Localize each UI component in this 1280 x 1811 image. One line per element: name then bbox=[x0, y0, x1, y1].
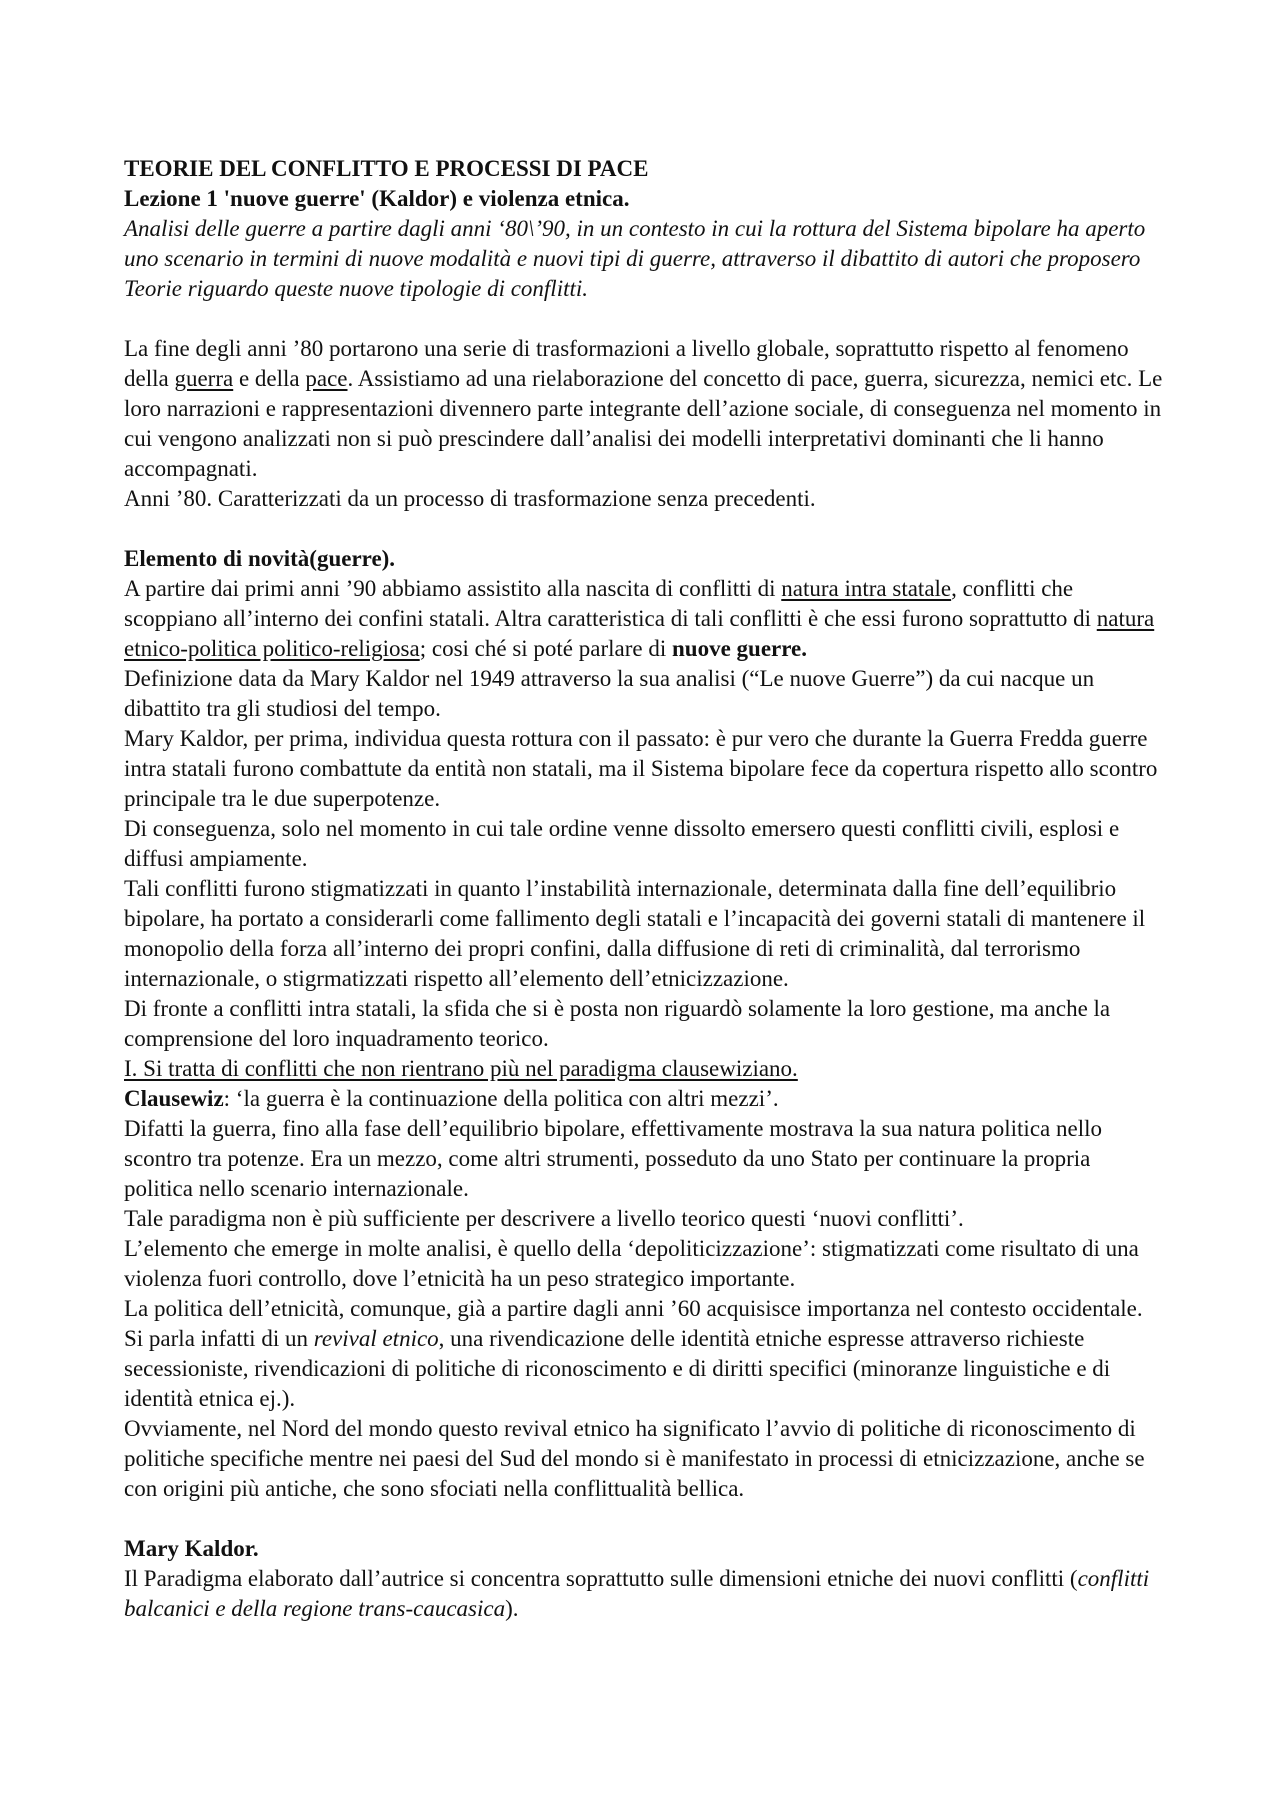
paragraph-16 bbox=[124, 1564, 1164, 1624]
text-run: . Assistiamo ad una rielaborazione del concetto di pace, guerra, sicurezza, nemici etc. Le loro narrazioni e rappresentazioni divennero parte integrante dell’azione sociale, di conseguenza nel momento in cui vengono analizzati non si può prescindere dall’analisi dei modelli interpretativi dominanti che li hanno accompagnati. bbox=[124, 366, 1163, 481]
paragraph-gap bbox=[124, 304, 1164, 334]
paragraph-9-underlined: I. Si tratta di conflitti che non rientrano più nel paradigma clausewiziano. bbox=[124, 1056, 798, 1081]
text-run: ; cosi ché si poté parlare di bbox=[419, 636, 672, 661]
document-title: TEORIE DEL CONFLITTO E PROCESSI DI PACE bbox=[124, 156, 649, 181]
paragraph-gap bbox=[124, 1504, 1164, 1534]
bold-term-nuove-guerre: nuove guerre. bbox=[672, 636, 808, 661]
text-run: : ‘la guerra è la continuazione della politica con altri mezzi’. bbox=[223, 1086, 779, 1111]
paragraph-4: Definizione data da Mary Kaldor nel 1949 attraverso la sua analisi (“Le nuove Guerre”) da cui nacque un dibattito tra gli studiosi del tempo. bbox=[124, 666, 1095, 721]
text-run: La fine degli anni ’80 portarono una serie di trasformazioni a livello globale, soprattutto rispetto al fenomeno della bbox=[124, 336, 1129, 391]
underlined-term-guerra: guerra bbox=[174, 366, 234, 391]
paragraph-1 bbox=[124, 334, 1164, 484]
italic-term-conflitti-balcanici: conflitti balcanici e della regione trans-caucasica bbox=[124, 1566, 1150, 1621]
underlined-term-etnico-politica: natura etnico-politica politico-religiosa bbox=[124, 606, 1155, 661]
lesson-subtitle: Lezione 1 'nuove guerre' (Kaldor) e violenza etnica. bbox=[124, 186, 630, 211]
paragraph-8: Di fronte a conflitti intra statali, la sfida che si è posta non riguardò solamente la loro gestione, ma anche la comprensione del loro inquadramento teorico. bbox=[124, 996, 1111, 1051]
underlined-term-intra-statale: natura intra statale bbox=[781, 576, 952, 601]
text-run: ). bbox=[505, 1596, 519, 1621]
paragraph-14 bbox=[124, 1294, 1164, 1414]
text-run: La politica dell’etnicità, comunque, già a partire dagli anni ’60 acquisisce importanza nel contesto occidentale. Si parla infatti di un bbox=[124, 1296, 1143, 1351]
text-run: A partire dai primi anni ’90 abbiamo assistito alla nascita di conflitti di bbox=[124, 576, 782, 601]
text-run: Il Paradigma elaborato dall’autrice si concentra soprattutto sulle dimensioni etniche dei nuovi conflitti ( bbox=[124, 1566, 1078, 1591]
paragraph-6: Di conseguenza, solo nel momento in cui tale ordine venne dissolto emersero questi conflitti civili, esplosi e diffusi ampiamente. bbox=[124, 816, 1120, 871]
paragraph-13: L’elemento che emerge in molte analisi, è quello della ‘depoliticizzazione’: stigmatizzati come risultato di una violenza fuori controllo, dove l’etnicità ha un peso strategico importante. bbox=[124, 1236, 1139, 1291]
paragraph-15: Ovviamente, nel Nord del mondo questo revival etnico ha significato l’avvio di politiche di riconoscimento di politiche specifiche mentre nei paesi del Sud del mondo si è manifestato in processi di etnicizzazione, anche se con origini più antiche, che sono sfociati nella conflittualità bellica. bbox=[124, 1416, 1145, 1501]
paragraph-12: Tale paradigma non è più sufficiente per descrivere a livello teorico questi ‘nuovi conflitti’. bbox=[124, 1206, 964, 1231]
paragraph-11: Difatti la guerra, fino alla fase dell’equilibrio bipolare, effettivamente mostrava la sua natura politica nello scontro tra potenze. Era un mezzo, come altri strumenti, posseduto da uno Stato per continuare la propria politica nello scenario internazionale. bbox=[124, 1116, 1102, 1201]
paragraph-3 bbox=[124, 574, 1164, 664]
section-heading-novita: Elemento di novità(guerre). bbox=[124, 546, 396, 571]
text-run: e della bbox=[233, 366, 306, 391]
paragraph-2: Anni ’80. Caratterizzati da un processo di trasformazione senza precedenti. bbox=[124, 486, 816, 511]
italic-term-revival-etnico: revival etnico bbox=[313, 1326, 439, 1351]
underlined-term-pace: pace bbox=[305, 366, 348, 391]
paragraph-gap bbox=[124, 514, 1164, 544]
bold-term-clausewiz: Clausewiz bbox=[124, 1086, 224, 1111]
paragraph-10 bbox=[124, 1084, 1164, 1114]
text-run: , conflitti che scoppiano all’interno dei confini statali. Altra caratteristica di tali conflitti è che essi furono soprattutto di bbox=[124, 576, 1097, 631]
lesson-intro: Analisi delle guerre a partire dagli anni ‘80\’90, in un contesto in cui la rottura del Sistema bipolare ha aperto uno scenario in termini di nuove modalità e nuovi tipi di guerre, attraverso il dibattito di autori che proposero Teorie riguardo queste nuove tipologie di conflitti. bbox=[124, 216, 1146, 301]
section-heading-mary-kaldor: Mary Kaldor. bbox=[124, 1536, 259, 1561]
paragraph-5: Mary Kaldor, per prima, individua questa rottura con il passato: è pur vero che durante la Guerra Fredda guerre intra statali furono combattute da entità non statali, ma il Sistema bipolare fece da copertura rispetto allo scontro principale tra le due superpotenze. bbox=[124, 726, 1158, 811]
text-run: , una rivendicazione delle identità etniche espresse attraverso richieste secessioniste, rivendicazioni di politiche di riconoscimento e di diritti specifici (minoranze linguistiche e di identità etnica ej.). bbox=[124, 1326, 1111, 1411]
paragraph-7: Tali conflitti furono stigmatizzati in quanto l’instabilità internazionale, determinata dalla fine dell’equilibrio bipolare, ha portato a considerarli come fallimento degli statali e l’incapacità dei governi statali di mantenere il monopolio della forza all’interno dei propri confini, dalla diffusione di reti di criminalità, dal terrorismo internazionale, o stigrmatizzati rispetto all’elemento dell’etnicizzazione. bbox=[124, 876, 1146, 991]
document-page bbox=[124, 154, 1164, 1624]
